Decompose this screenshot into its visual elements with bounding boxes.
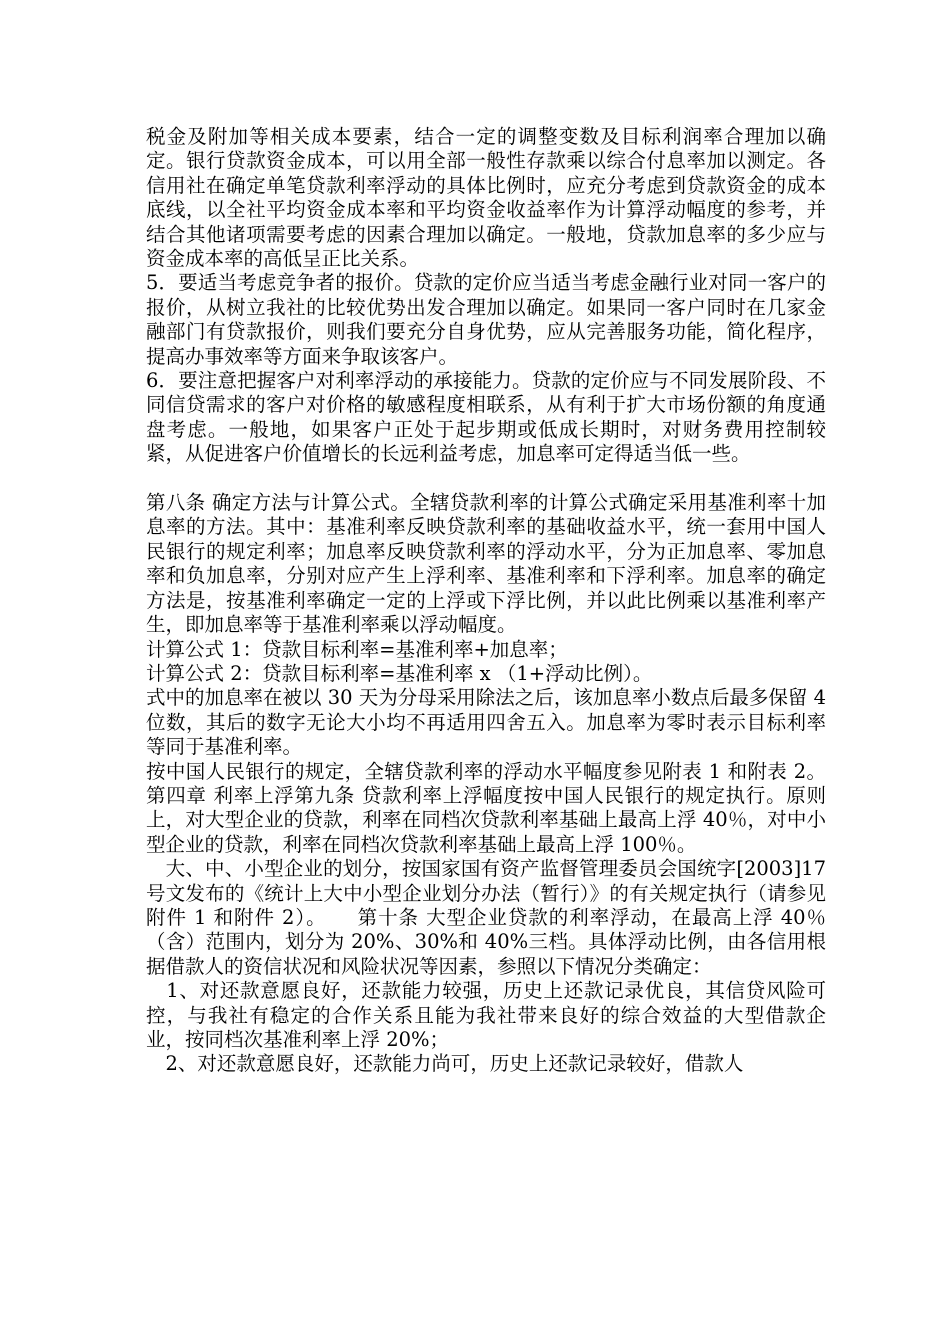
list-item-1: 1、对还款意愿良好，还款能力较强，历史上还款记录优良，其信贷风险可控，与我社有稳定的合作关系且能为我社带来良好的综合效益的大型借款企业，按同档次基准利率上浮 20%； xyxy=(146,979,826,1052)
paragraph-article-8: 第八条 确定方法与计算公式。全辖贷款利率的计算公式确定采用基准利率十加息率的方法。其中：基准利率反映贷款利率的基础收益水平，统一套用中国人民银行的规定利率；加息率反映贷款利率的浮动水平，分为正加息率、零加息率和负加息率，分别对应产生上浮利率、基准利率和下浮利率。加息率的确定方法是，按基准利率确定一定的上浮或下浮比例，并以此比例乘以基准利率产生，即加息率等于基准利率乘以浮动幅度。 xyxy=(146,491,826,637)
paragraph-cost-factors: 税金及附加等相关成本要素，结合一定的调整变数及目标利润率合理加以确定。银行贷款资金成本，可以用全部一般性存款乘以综合付息率加以测定。各信用社在确定单笔贷款利率浮动的具体比例时，应充分考虑到贷款资金的成本底线，以全社平均资金成本率和平均资金收益率作为计算浮动幅度的参考，并结合其他诸项需要考虑的因素合理加以确定。一般地，贷款加息率的多少应与资金成本率的高低呈正比关系。 xyxy=(146,125,826,271)
paragraph-item-5: 5．要适当考虑竞争者的报价。贷款的定价应当适当考虑金融行业对同一客户的报价，从树立我社的比较优势出发合理加以确定。如果同一客户同时在几家金融部门有贷款报价，则我们要充分自身优势，应从完善服务功能，简化程序，提高办事效率等方面来争取该客户。 xyxy=(146,271,826,368)
document-body xyxy=(146,125,826,1077)
list-item-2: 2、对还款意愿良好，还款能力尚可，历史上还款记录较好，借款人 xyxy=(146,1052,744,1076)
paragraph-item-6: 6．要注意把握客户对利率浮动的承接能力。贷款的定价应与不同发展阶段、不同信贷需求的客户对价格的敏感程度相联系，从有利于扩大市场份额的角度通盘考虑。一般地，如果客户正处于起步期或低成长期时，对财务费用控制较紧，从促进客户价值增长的长远利益考虑，加息率可定得适当低一些。 xyxy=(146,369,826,466)
paragraph-spacer xyxy=(146,467,826,491)
paragraph-article-9: 按中国人民银行的规定，全辖贷款利率的浮动水平幅度参见附表 1 和附表 2。第四章 利率上浮第九条 贷款利率上浮幅度按中国人民银行的规定执行。原则上，对大型企业的贷款，利率在同档次贷款利率基础上最高上浮 40％，对中小型企业的贷款，利率在同档次贷款利率基础上最高上浮 100％。 xyxy=(146,759,826,856)
formula-2: 计算公式 2：贷款目标利率=基准利率 x （1+浮动比例）。 xyxy=(146,661,653,685)
paragraph-formula-note: 式中的加息率在被以 30 天为分母采用除法之后，该加息率小数点后最多保留 4 位数，其后的数字无论大小均不再适用四舍五入。加息率为零时表示目标利率等同于基准利率。 xyxy=(146,686,826,759)
formula-1: 计算公式 1：贷款目标利率=基准利率+加息率； xyxy=(146,637,568,661)
paragraph-article-10: 大、中、小型企业的划分，按国家国有资产监督管理委员会国统字[2003]17 号文发布的《统计上大中小型企业划分办法（暂行）》的有关规定执行（请参见附件 1 和附件 2）。 第十条 大型企业贷款的利率浮动，在最高上浮 40％（含）范围内，划分为 20%、30%和 40%三档。具体浮动比例，由各信用根据借款人的资信状况和风险状况等因素，参照以下情况分类确定： xyxy=(146,857,826,978)
